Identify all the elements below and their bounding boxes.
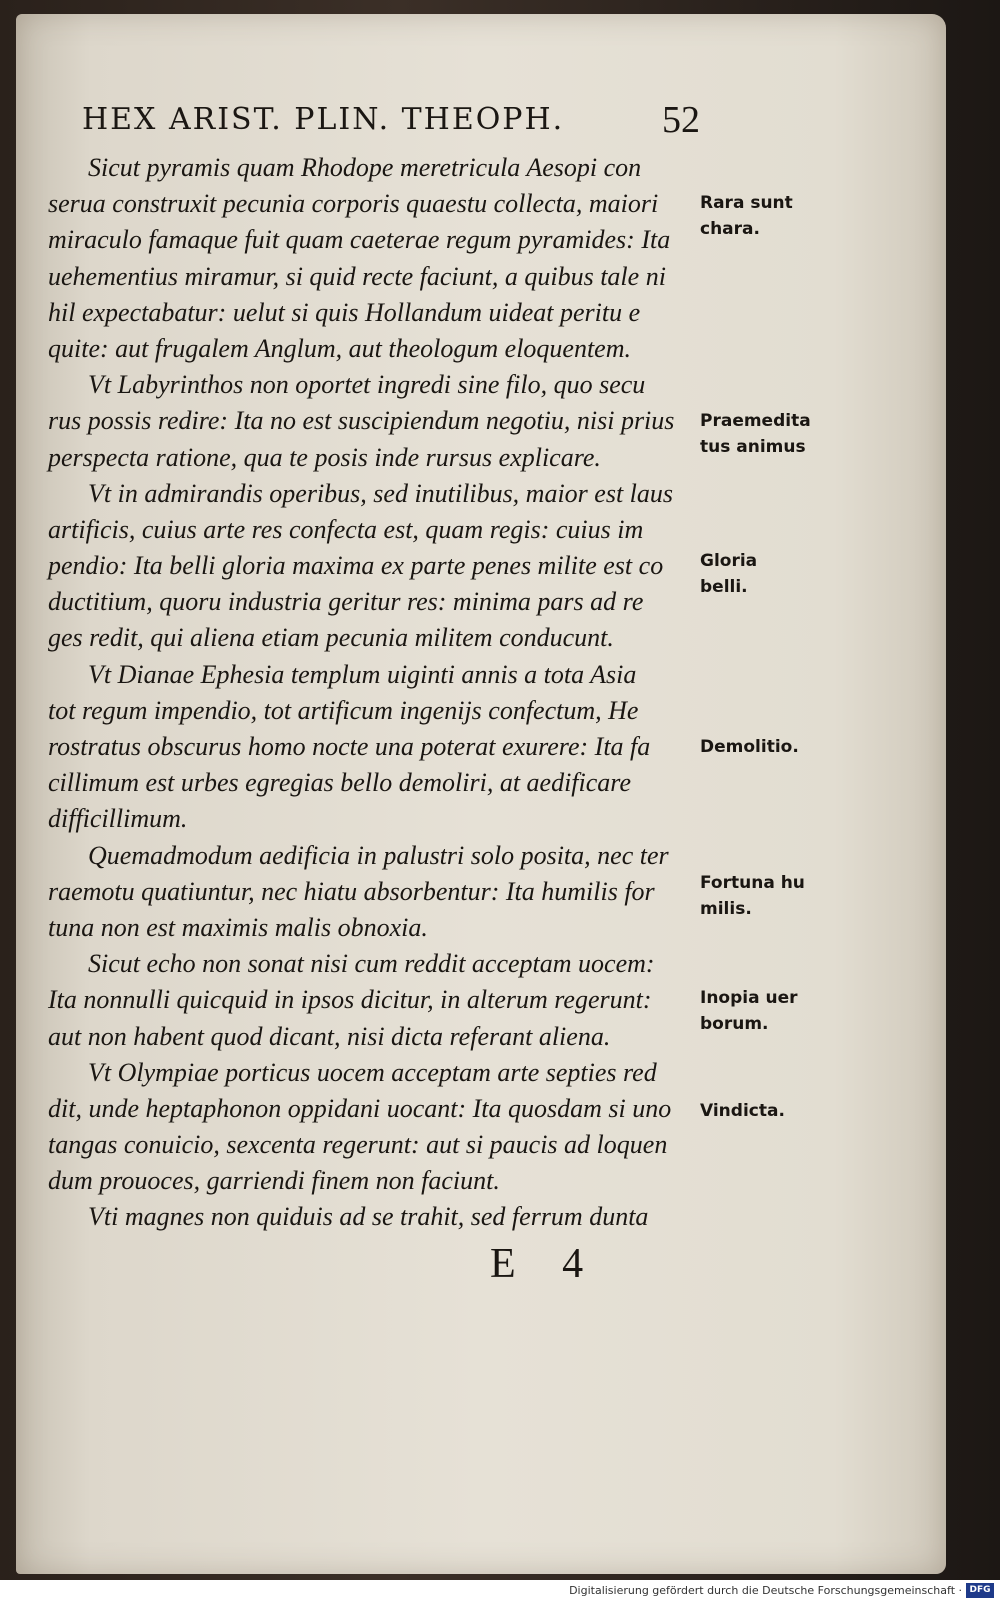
margin-note-line: Fortuna hu [700, 873, 805, 893]
margin-note-line: milis. [700, 899, 752, 919]
margin-note-line: borum. [700, 1014, 769, 1034]
text-line: rus possis redire: Ita no est suscipiendum negotiu, nisi prius [48, 406, 675, 436]
text-line: ductitium, quoru industria geritur res: minima pars ad re [48, 587, 644, 617]
margin-note [700, 985, 840, 1037]
text-line: tangas conuicio, sexcenta regerunt: aut si paucis ad loquen [48, 1130, 668, 1160]
text-line: Vt Olympiae porticus uocem acceptam arte septies red [88, 1057, 657, 1087]
dfg-logo: DFG [966, 1583, 994, 1598]
text-line: Vti magnes non quiduis ad se trahit, sed ferrum dunta [88, 1202, 649, 1232]
text-line: cillimum est urbes egregias bello demoliri, at aedificare [48, 768, 631, 798]
text-line: serua construxit pecunia corporis quaestu collecta, maiori [48, 189, 659, 219]
margin-note [700, 408, 840, 460]
text-line: Ita nonnulli quicquid in ipsos dicitur, in alterum regerunt: [48, 985, 652, 1015]
margin-note-line: Inopia uer [700, 988, 798, 1008]
text-line: perspecta ratione, qua te posis inde rursus explicare. [48, 442, 601, 472]
margin-note-line: tus animus [700, 437, 806, 457]
margin-note [700, 190, 840, 242]
text-line: miraculo famaque fuit quam caeterae regum pyramides: Ita [48, 225, 671, 255]
margin-note-line: Rara sunt [700, 193, 793, 213]
text-line: tuna non est maximis malis obnoxia. [48, 912, 428, 942]
text-line: Vt Dianae Ephesia templum uiginti annis a tota Asia [88, 659, 637, 689]
text-line: quite: aut frugalem Anglum, aut theologum eloquentem. [48, 333, 631, 363]
text-line: raemotu quatiuntur, nec hiatu absorbentur: Ita humilis for [48, 876, 655, 906]
text-line: hil expectabatur: uelut si quis Hollandum uideat peritu e [48, 297, 641, 327]
signature-mark: E 4 [490, 1241, 602, 1287]
text-line: Vt Labyrinthos non oportet ingredi sine filo, quo secu [88, 370, 646, 400]
margin-note-line: Demolitio. [700, 737, 799, 757]
text-line: rostratus obscurus homo nocte una poterat exurere: Ita fa [48, 732, 651, 761]
digitization-footer [0, 1580, 1000, 1603]
text-line: tot regum impendio, tot artificum ingenijs confectum, He [48, 695, 639, 725]
text-line: pendio: Ita belli gloria maxima ex parte penes milite est co [48, 551, 664, 581]
running-head [62, 92, 702, 152]
margin-note-line: Praemedita [700, 411, 811, 431]
footer-credit: Digitalisierung gefördert durch die Deutsche Forschungsgemeinschaft · [569, 1584, 962, 1597]
margin-note-line: chara. [700, 219, 760, 239]
text-line: Quemadmodum aedificia in palustri solo posita, nec ter [88, 840, 669, 870]
margin-note-line: Vindicta. [700, 1101, 785, 1121]
text-line: Vt in admirandis operibus, sed inutilibus, maior est laus [88, 478, 674, 508]
margin-note [700, 548, 840, 600]
text-line: difficillimum. [48, 804, 188, 834]
folio-number: 52 [662, 99, 700, 141]
text-line: artificis, cuius arte res confecta est, quam regis: cuius im [48, 514, 644, 544]
margin-note [700, 870, 840, 922]
text-line: Sicut echo non sonat nisi cum reddit acceptam uocem: [88, 949, 655, 979]
running-head-title: HEX ARIST. PLIN. THEOPH. [82, 102, 565, 137]
margin-note-line: Gloria [700, 551, 758, 571]
body-text [48, 150, 688, 1236]
text-line: dum prouoces, garriendi finem non faciunt. [48, 1166, 500, 1196]
margin-note [700, 1098, 840, 1124]
text-line: aut non habent quod dicant, nisi dicta referant aliena. [48, 1021, 611, 1051]
margin-note-line: belli. [700, 577, 748, 597]
margin-note [700, 734, 840, 760]
text-line: ges redit, qui aliena etiam pecunia militem conducunt. [48, 623, 614, 653]
text-line: Sicut pyramis quam Rhodope meretricula Aesopi con [88, 153, 642, 182]
text-line: uehementius miramur, si quid recte faciunt, a quibus tale ni [48, 261, 666, 291]
text-line: dit, unde heptaphonon oppidani uocant: Ita quosdam si uno [48, 1093, 672, 1123]
